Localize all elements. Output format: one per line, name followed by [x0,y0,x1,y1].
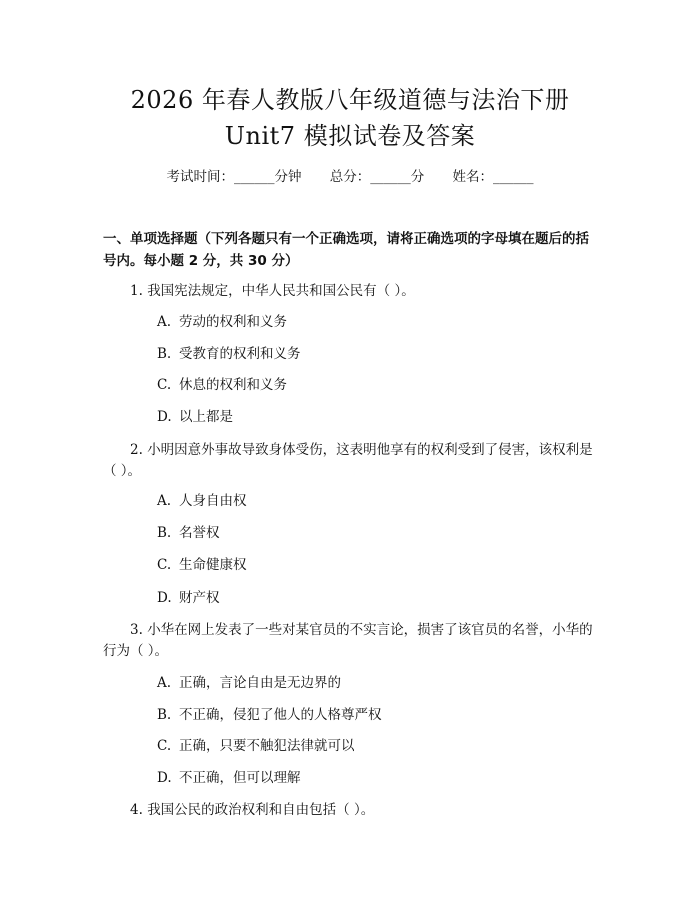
question-stem: 我国宪法规定，中华人民共和国公民有（ ）。 [147,283,415,299]
option-letter: A. [157,675,172,691]
option-text: 生命健康权 [179,557,247,573]
question-3-option-b [157,706,382,724]
question-1-option-c [157,376,287,394]
question-1-option-d [157,408,233,426]
option-letter: B. [157,707,172,723]
option-text: 正确，言论自由是无边界的 [179,675,341,691]
question-1-option-b [157,345,301,363]
option-text: 正确，只要不触犯法律就可以 [179,738,355,754]
option-letter: D. [157,590,172,606]
option-letter: D. [157,770,172,786]
question-number: 1. [130,283,143,299]
question-1-option-a [157,313,287,331]
option-text: 受教育的权利和义务 [179,346,301,362]
question-3 [103,620,598,662]
option-text: 财产权 [179,590,220,606]
option-text: 劳动的权利和义务 [179,314,287,330]
option-letter: D. [157,409,172,425]
document-title-line1: 2026 年春人教版八年级道德与法治下册 [130,86,570,114]
exam-info-row [0,168,700,186]
option-letter: C. [157,557,172,573]
option-letter: B. [157,525,172,541]
option-text: 以上都是 [179,409,233,425]
option-text: 休息的权利和义务 [179,377,287,393]
option-letter: C. [157,738,172,754]
question-stem: 小明因意外事故导致身体受伤，这表明他享有的权利受到了侵害，该权利是（ ）。 [103,442,593,479]
question-2-option-a [157,492,247,510]
question-number: 3. [130,622,143,638]
question-number: 4. [130,802,143,818]
option-letter: A. [157,314,172,330]
total-score-field: 总分：______分 [329,169,425,185]
question-2-option-c [157,556,247,574]
question-number: 2. [130,442,143,458]
question-2 [103,440,598,482]
question-2-option-d [157,589,220,607]
question-1 [103,281,598,302]
option-letter: A. [157,493,172,509]
question-2-option-b [157,524,220,542]
question-3-option-c [157,737,355,755]
question-stem: 小华在网上发表了一些对某官员的不实言论，损害了该官员的名誉，小华的行为（ ）。 [103,622,593,659]
option-text: 名誉权 [179,525,220,541]
question-3-option-a [157,674,341,692]
student-name-field: 姓名：______ [452,169,534,185]
option-letter: C. [157,377,172,393]
question-3-option-d [157,769,301,787]
option-letter: B. [157,346,172,362]
option-text: 人身自由权 [179,493,247,509]
document-title-line2: Unit7 模拟试卷及答案 [224,122,476,150]
exam-time-field: 考试时间：______分钟 [166,169,302,185]
question-4 [103,800,598,821]
question-stem: 我国公民的政治权利和自由包括（ ）。 [147,802,375,818]
section-heading: 一、单项选择题（下列各题只有一个正确选项，请将正确选项的字母填在题后的括号内。每小题 2 分，共 30 分） [103,231,589,269]
option-text: 不正确，侵犯了他人的人格尊严权 [179,707,382,723]
option-text: 不正确，但可以理解 [179,770,301,786]
